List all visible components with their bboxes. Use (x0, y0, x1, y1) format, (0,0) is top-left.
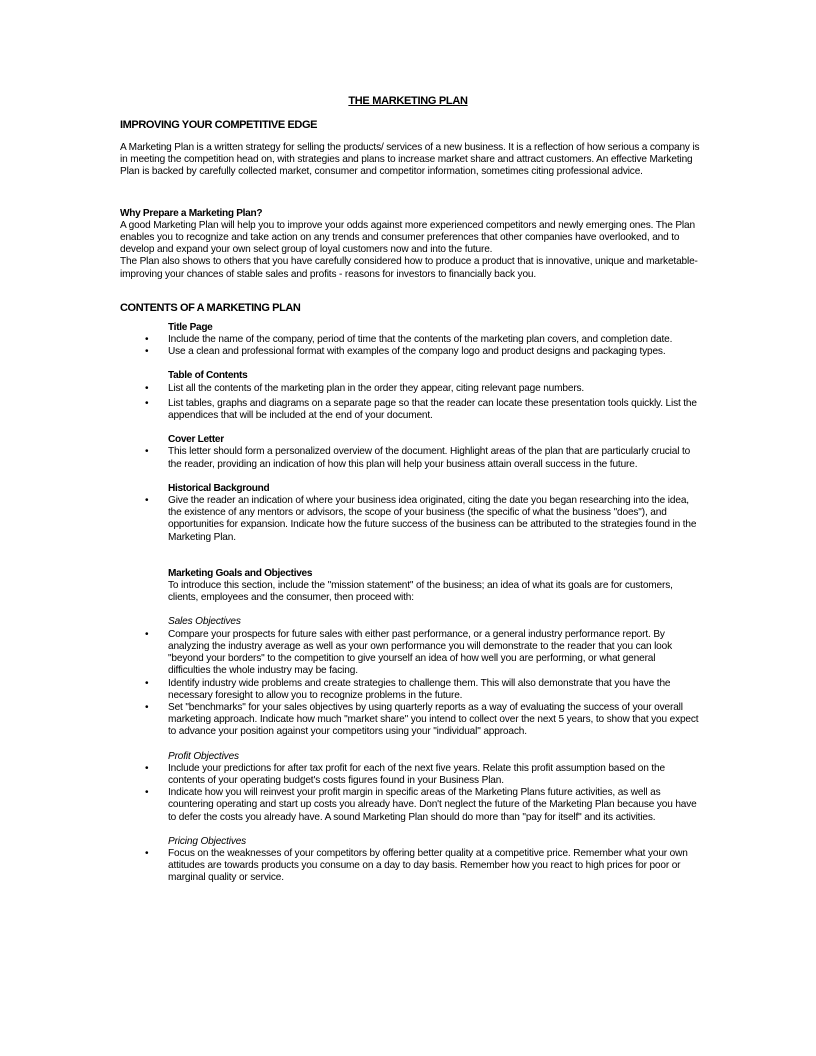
document-title: THE MARKETING PLAN (348, 95, 468, 107)
bullet-icon: • (145, 334, 149, 346)
bullet-icon: • (145, 346, 149, 358)
section-heading-competitive-edge: IMPROVING YOUR COMPETITIVE EDGE (120, 119, 318, 131)
title-page-heading: Title Page (168, 321, 213, 333)
bullet-icon: • (145, 701, 149, 713)
profit-objectives-list (120, 763, 700, 824)
bullet-icon: • (145, 762, 149, 774)
list-item: • Include your predictions for after tax profit for each of the next five years. Relate this profit assumption based on the contents of your operating budget's costs figures found in your Business Plan. (145, 762, 665, 786)
list-item: • Give the reader an indication of where your business idea originated, citing the date you began researching into the idea, the existence of any mentors or advisors, the scope of your business (the specific of what the business "does"), and opportunities for expansion. Indicate how the future success of the business can be attributed to the strategies found in the Marketing Plan. (145, 495, 697, 543)
cover-letter-heading: Cover Letter (168, 434, 224, 446)
bullet-icon: • (145, 495, 149, 507)
list-item: • Set "benchmarks" for your sales objectives by using quarterly reports as a way of evaluating the success of your overall marketing approach. Indicate how much "market share" you intend to collect over the next 5 years, to show that you expect to advance your position against your competitors using your "individual" approach. (145, 701, 699, 738)
sales-objectives-list (120, 629, 700, 739)
list-item: • Use a clean and professional format with examples of the company logo and product designs and packaging types. (145, 346, 666, 358)
goals-intro: To introduce this section, include the "mission statement" of the business; an idea of what its goals are for customers, clients, employees and the consumer, then proceed with: (168, 580, 673, 604)
bullet-icon: • (145, 382, 149, 394)
bullet-icon: • (145, 847, 149, 859)
profit-objectives-heading: Profit Objectives (168, 750, 239, 762)
why-paragraph-1: A good Marketing Plan will help you to improve your odds against more experienced competitors and newly emerging ones. The Plan enables you to recognize and take action on any trends and consumer preferences that other companies have overlooked, and to develop and expand your own select group of loyal customers now and into the future. (120, 219, 695, 256)
sales-objectives-heading: Sales Objectives (168, 616, 241, 628)
cover-letter-list (120, 446, 700, 470)
pricing-objectives-list (120, 848, 700, 885)
bullet-icon: • (145, 628, 149, 640)
list-item: • This letter should form a personalized overview of the document. Highlight areas of the plan that are particularly crucial to the reader, providing an indication of how this plan will help your business attain overall success in the future. (145, 446, 691, 470)
contents-heading: CONTENTS OF A MARKETING PLAN (120, 301, 301, 314)
history-heading: Historical Background (168, 482, 270, 494)
document-body (120, 118, 700, 885)
toc-heading: Table of Contents (168, 370, 248, 382)
history-list (120, 495, 700, 544)
bullet-icon: • (145, 677, 149, 689)
goals-heading: Marketing Goals and Objectives (168, 567, 313, 579)
pricing-objectives-heading: Pricing Objectives (168, 835, 247, 847)
list-item: • Indicate how you will reinvest your profit margin in specific areas of the Marketing Plans future activities, as well as countering operating and start up costs you already have. Don't neglect the future of the Marketing Plan because you have to defer the costs you already have. A sound Marketing Plan should do more than "pay for itself" and its activities. (145, 787, 697, 823)
list-item: • Include the name of the company, period of time that the contents of the marketing plan covers, and completion date. (145, 334, 673, 346)
list-item: • Compare your prospects for future sales with either past performance, or a general industry performance report. By analyzing the industry average as well as your own performance you will demonstrate to the reader that you can look "beyond your borders" to the competition to give yourself an idea of how well you are performing, or what general difficulties the whole industry may be facing. (145, 628, 672, 677)
bullet-icon: • (145, 787, 149, 799)
intro-paragraph: A Marketing Plan is a written strategy for selling the products/ services of a new business. It is a reflection of how serious a company is in meeting the competition head on, with strategies and plans to increase market share and attract customers. An effective Marketing Plan is backed by carefully collected market, consumer and competitor information, sometimes citing professional advice. (120, 142, 700, 178)
bullet-icon: • (145, 397, 149, 409)
why-heading: Why Prepare a Marketing Plan? (120, 207, 263, 219)
why-paragraph-2: The Plan also shows to others that you have carefully considered how to produce a product that is innovative, unique and marketable- improving your chances of stable sales and profits - reasons for investors to financially back you. (120, 256, 698, 280)
bullet-icon: • (145, 446, 149, 458)
toc-list (120, 383, 700, 423)
list-item: • Identify industry wide problems and create strategies to challenge them. This will also demonstrate that you have the necessary foresight to allow you to recognize problems in the future. (145, 677, 671, 701)
list-item: • List all the contents of the marketing plan in the order they appear, citing relevant page numbers. (145, 382, 585, 394)
title-page-list (120, 334, 700, 358)
list-item: • Focus on the weaknesses of your competitors by offering better quality at a competitive price. Remember what your own attitudes are towards products you consume on a day to day basis. Remember how you react to high prices for poor or marginal quality or service. (145, 847, 688, 884)
list-item: • List tables, graphs and diagrams on a separate page so that the reader can locate these presentation tools quickly. List the appendices that will be included at the end of your document. (145, 397, 697, 422)
